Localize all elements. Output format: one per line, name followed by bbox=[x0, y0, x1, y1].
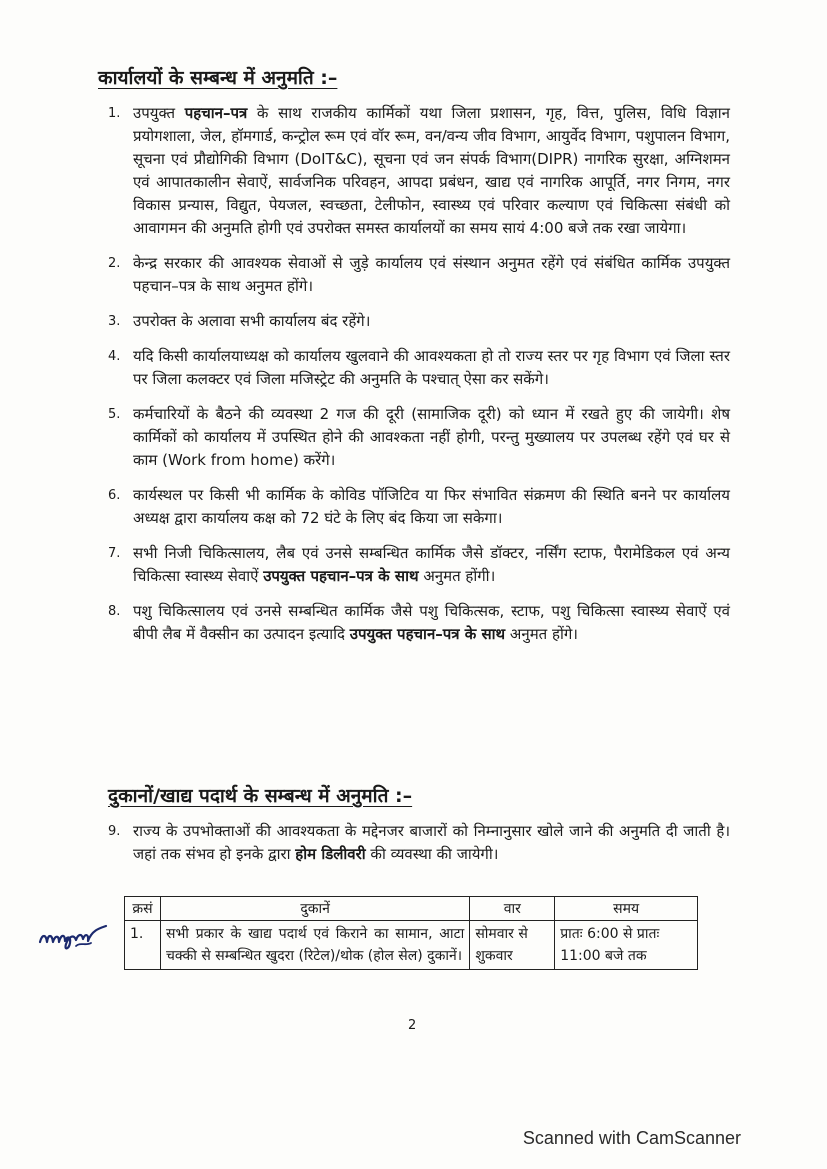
item-bold-text: होम डिलीवरी bbox=[295, 845, 366, 863]
scanner-watermark: Scanned with CamScanner bbox=[522, 1128, 741, 1148]
item-bold-text: उपयुक्त पहचान–पत्र के साथ bbox=[263, 567, 419, 585]
offices-list bbox=[108, 102, 730, 646]
list-item-2 bbox=[108, 252, 730, 298]
item-number: 4. bbox=[108, 349, 121, 364]
shops-list bbox=[108, 820, 730, 866]
list-item-5 bbox=[108, 403, 730, 472]
cell-shops: सभी प्रकार के खाद्य पदार्थ एवं किराने का सामान, आटा चक्की से सम्बन्धित खुदरा (रिटेल)/थोक (होल सेल) दुकानें। bbox=[160, 921, 469, 970]
item-number: 2. bbox=[108, 256, 121, 271]
item-text: पशु चिकित्सालय एवं उनसे सम्बन्धित कार्मिक जैसे पशु चिकित्सक, स्टाफ, पशु चिकित्सा स्वास्थ्य सेवाऐं एवं बीपी लैब में वैक्सीन का उत्पादन इत्यादि bbox=[133, 602, 730, 643]
item-number: 6. bbox=[108, 488, 121, 503]
item-text: केन्द्र सरकार की आवश्यक सेवाओं से जुड़े कार्यालय एवं संस्थान अनुमत रहेंगे एवं संबंधित कार्मिक उपयुक्त पहचान–पत्र के साथ अनुमत होंगे। bbox=[133, 254, 730, 295]
item-text: राज्य के उपभोक्ताओं की आवश्यकता के मद्देनजर बाजारों को निम्नानुसार खोले जाने की अनुमति दी जाती है। जहां तक संभव हो इनके द्वारा bbox=[133, 822, 730, 863]
table-header-row bbox=[125, 897, 698, 921]
list-item-9 bbox=[108, 820, 730, 866]
item-number: 7. bbox=[108, 546, 121, 561]
item-text: उपरोक्त के अलावा सभी कार्यालय बंद रहेंगे। bbox=[133, 312, 371, 330]
cell-days: सोमवार से शुकवार bbox=[470, 921, 555, 970]
item-bold-text: पहचान–पत्र bbox=[184, 104, 248, 122]
item-number: 3. bbox=[108, 314, 121, 329]
col-header-shops: दुकानें bbox=[160, 897, 469, 921]
item-bold-text: उपयुक्त पहचान–पत्र के साथ bbox=[349, 625, 506, 643]
item-number: 8. bbox=[108, 604, 121, 619]
item-text: की व्यवस्था की जायेगी। bbox=[365, 845, 499, 863]
item-text: अनुमत होंगी। bbox=[418, 567, 496, 585]
item-text: यदि किसी कार्यालयाध्यक्ष को कार्यालय खुलवाने की आवश्यकता हो तो राज्य स्तर पर गृह विभाग एवं जिला स्तर पर जिला कलक्टर एवं जिला मजिस्ट्रेट की अनुमति के पश्चात् ऐसा कर सकेंगे। bbox=[133, 347, 730, 388]
item-number: 5. bbox=[108, 407, 121, 422]
list-item-3 bbox=[108, 310, 730, 333]
cell-serial: 1. bbox=[125, 921, 161, 970]
item-number: 1. bbox=[108, 106, 121, 121]
shops-table bbox=[124, 896, 698, 970]
table-row bbox=[125, 921, 698, 970]
item-text: कार्यस्थल पर किसी भी कार्मिक के कोविड पॉजिटिव या फिर संभावित संक्रमण की स्थिति बनने पर कार्यालय अध्यक्ष द्वारा कार्यालय कक्ष को 72 घंटे के लिए बंद किया जा सकेगा। bbox=[133, 486, 730, 527]
col-header-time: समय bbox=[555, 897, 698, 921]
item-text: के साथ राजकीय कार्मिकों यथा जिला प्रशासन, गृह, वित्त, पुलिस, विधि विज्ञान प्रयोगशाला, जेल, हॉमगार्ड, कन्ट्रोल रूम एवं वॉर रूम, वन/वन्य जीव विभाग, आयुर्वेद विभाग, पशुपालन विभाग, सूचना एवं प्रौद्योगिकी विभाग (DoIT&C), सूचना एवं जन संपर्क विभाग(DIPR) नागरिक सुरक्षा, अग्निशमन एवं आपातकालीन सेवाऐं, सार्वजनिक परिवहन, आपदा प्रबंधन, खाद्य एवं नागरिक आपूर्ति, नगर निगम, नगर विकास प्रन्यास, विद्युत, पेयजल, स्वच्छता, टेलीफोन, स्वास्थ्य एवं परिवार कल्याण एवं चिकित्सा संबंधी को आवागमन की अनुमति होगी एवं उपरोक्त समस्त कार्यालयों का समय सायं 4:00 बजे तक रखा जायेगा। bbox=[133, 104, 730, 237]
item-text: उपयुक्त bbox=[133, 104, 185, 122]
item-text: कर्मचारियों के बैठने की व्यवस्था 2 गज की दूरी (सामाजिक दूरी) को ध्यान में रखते हुए की जायेगी। शेष कार्मिकों को कार्यालय में उपस्थित होने की आवश्कता नहीं होगी, परन्तु मुख्यालय पर उपलब्ध रहेंगे एवं घर से काम (Work from home) करेंगे। bbox=[133, 405, 730, 469]
list-item-6 bbox=[108, 484, 730, 530]
item-number: 9. bbox=[108, 824, 121, 839]
shops-heading: दुकानों/खाद्य पदार्थ के सम्बन्ध में अनुमति :– bbox=[108, 785, 413, 807]
item-text: अनुमत होंगे। bbox=[505, 625, 578, 643]
offices-heading: कार्यालयों के सम्बन्ध में अनुमति :– bbox=[98, 67, 338, 89]
handwritten-signature bbox=[36, 916, 126, 956]
col-header-serial: क्रसं bbox=[125, 897, 161, 921]
col-header-days: वार bbox=[470, 897, 555, 921]
list-item-4 bbox=[108, 345, 730, 391]
cell-time: प्रातः 6:00 से प्रातः 11:00 बजे तक bbox=[555, 921, 698, 970]
list-item-1 bbox=[108, 102, 730, 240]
page-number: 2 bbox=[408, 1018, 417, 1033]
list-item-7 bbox=[108, 542, 730, 588]
list-item-8 bbox=[108, 600, 730, 646]
item-text: सभी निजी चिकित्सालय, लैब एवं उनसे सम्बन्धित कार्मिक जैसे डॉक्टर, नर्सिंग स्टाफ, पैरामेडिकल एवं अन्य चिकित्सा स्वास्थ्य सेवाऐं bbox=[133, 544, 730, 585]
